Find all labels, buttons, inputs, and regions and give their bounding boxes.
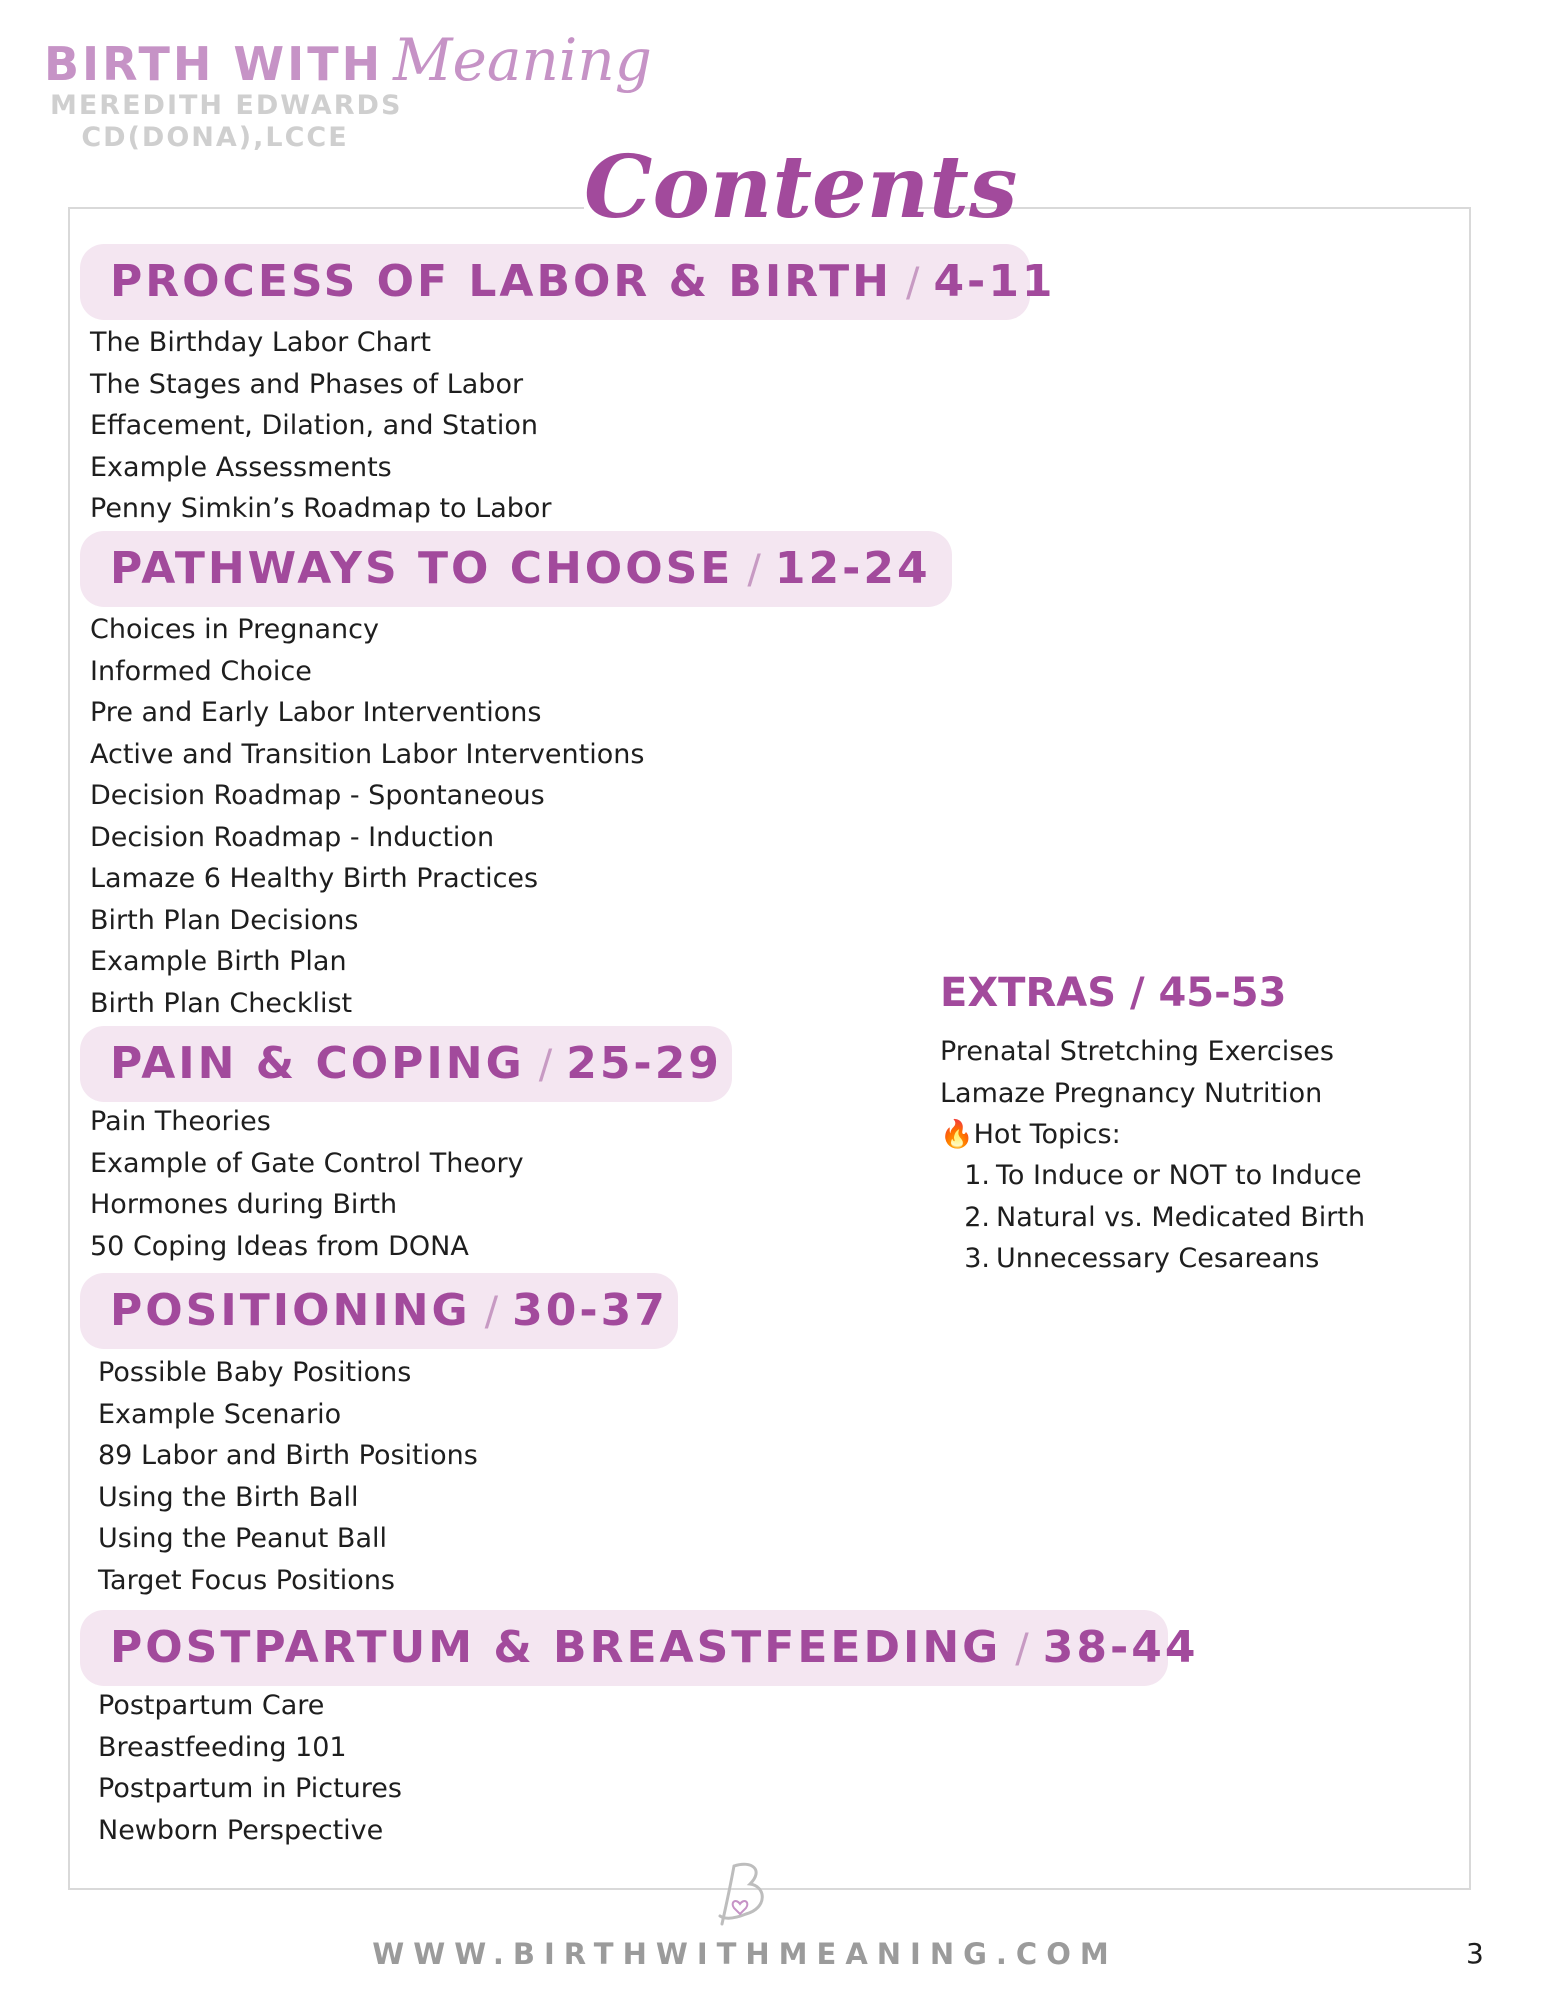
- section-title: PAIN & COPING: [110, 1038, 525, 1089]
- hot-topics-heading: [940, 1114, 1334, 1156]
- list-item: Postpartum in Pictures: [98, 1773, 402, 1804]
- brand-name-script: Meaning: [393, 26, 652, 94]
- list-item: The Birthday Labor Chart: [90, 327, 431, 358]
- hot-topics-list: [960, 1155, 1365, 1280]
- page-number: 3: [1466, 1937, 1484, 1970]
- list-item: Newborn Perspective: [98, 1814, 384, 1846]
- section-title: POSITIONING: [110, 1285, 471, 1336]
- extras-items: [940, 1031, 1334, 1156]
- hot-topics-label: Hot Topics:: [973, 1119, 1121, 1150]
- list-text: Natural vs. Medicated Birth: [996, 1201, 1366, 1233]
- section-separator: /: [484, 1289, 499, 1335]
- list-item: Active and Transition Labor Interventions: [90, 738, 645, 770]
- section-page-range: 30-37: [512, 1285, 668, 1336]
- section-items-postpartum: [98, 1685, 402, 1851]
- brand-logo: [44, 26, 652, 96]
- section-header-positioning: [80, 1273, 678, 1349]
- section-header-process: [80, 244, 1056, 320]
- list-item: Informed Choice: [90, 655, 312, 687]
- section-page-range: 12-24: [774, 543, 931, 594]
- section-page-range: 38-44: [1042, 1622, 1199, 1673]
- section-header-postpartum: [80, 1610, 1199, 1686]
- list-item: Example Birth Plan: [90, 946, 347, 977]
- list-item: Postpartum Care: [98, 1690, 325, 1721]
- section-items-process: [90, 322, 552, 530]
- section-page-range: 25-29: [566, 1038, 722, 1089]
- section-title: POSTPARTUM & BREASTFEEDING: [110, 1622, 1002, 1673]
- list-item: [960, 1238, 1365, 1280]
- section-separator: /: [747, 547, 761, 593]
- list-number: 1.: [964, 1160, 990, 1191]
- section-items-pathways: [90, 609, 644, 1024]
- section-items-pain: [90, 1101, 524, 1267]
- list-number: 3.: [964, 1243, 990, 1274]
- list-text: Unnecessary Cesareans: [996, 1243, 1320, 1274]
- list-item: Using the Birth Ball: [98, 1481, 359, 1513]
- brand-author: MEREDITH EDWARDS: [50, 90, 403, 121]
- list-item: Prenatal Stretching Exercises: [940, 1036, 1334, 1067]
- section-header-pain: [80, 1026, 732, 1102]
- fire-icon: 🔥: [940, 1119, 974, 1150]
- footer-url: WWW.BIRTHWITHMEANING.COM: [372, 1937, 1118, 1971]
- list-item: Hormones during Birth: [90, 1189, 398, 1220]
- list-text: To Induce or NOT to Induce: [996, 1160, 1362, 1191]
- section-separator: /: [538, 1042, 553, 1088]
- list-item: Penny Simkin’s Roadmap to Labor: [90, 493, 552, 524]
- list-item: Pre and Early Labor Interventions: [90, 697, 542, 728]
- section-items-positioning: [98, 1352, 478, 1601]
- brand-credentials: CD(DONA),LCCE: [81, 122, 349, 153]
- brand-name-caps: BIRTH WITH: [44, 37, 384, 91]
- list-item: Decision Roadmap - Induction: [90, 821, 495, 853]
- section-title: PROCESS OF LABOR & BIRTH: [110, 256, 892, 307]
- extras-title: EXTRAS / 45-53: [940, 970, 1287, 1016]
- list-item: Birth Plan Decisions: [90, 904, 359, 936]
- list-item: Effacement, Dilation, and Station: [90, 410, 539, 441]
- list-item: 89 Labor and Birth Positions: [98, 1440, 478, 1471]
- list-item: Decision Roadmap - Spontaneous: [90, 780, 545, 811]
- section-header-pathways: [80, 531, 952, 607]
- section-title: PATHWAYS TO CHOOSE: [110, 543, 734, 594]
- list-item: Lamaze 6 Healthy Birth Practices: [90, 863, 539, 894]
- list-item: Breastfeeding 101: [98, 1731, 347, 1763]
- list-number: 2.: [964, 1201, 990, 1233]
- list-item: Pain Theories: [90, 1106, 271, 1137]
- list-item: Example Scenario: [98, 1398, 342, 1430]
- list-item: Example of Gate Control Theory: [90, 1147, 524, 1179]
- list-item: Example Assessments: [90, 451, 392, 483]
- list-item: Possible Baby Positions: [98, 1357, 412, 1388]
- list-item: Birth Plan Checklist: [90, 987, 353, 1019]
- list-item: 50 Coping Ideas from DONA: [90, 1230, 469, 1262]
- section-page-range: 4-11: [933, 256, 1056, 307]
- list-item: [960, 1155, 1365, 1197]
- section-separator: /: [1015, 1626, 1029, 1672]
- b-heart-logo-icon: [712, 1858, 772, 1930]
- list-item: Using the Peanut Ball: [98, 1523, 387, 1554]
- section-separator: /: [905, 260, 920, 306]
- list-item: Target Focus Positions: [98, 1564, 395, 1596]
- list-item: Lamaze Pregnancy Nutrition: [940, 1077, 1323, 1109]
- page-title: Contents: [584, 128, 914, 248]
- list-item: Choices in Pregnancy: [90, 614, 379, 645]
- list-item: [960, 1197, 1365, 1239]
- list-item: The Stages and Phases of Labor: [90, 368, 524, 400]
